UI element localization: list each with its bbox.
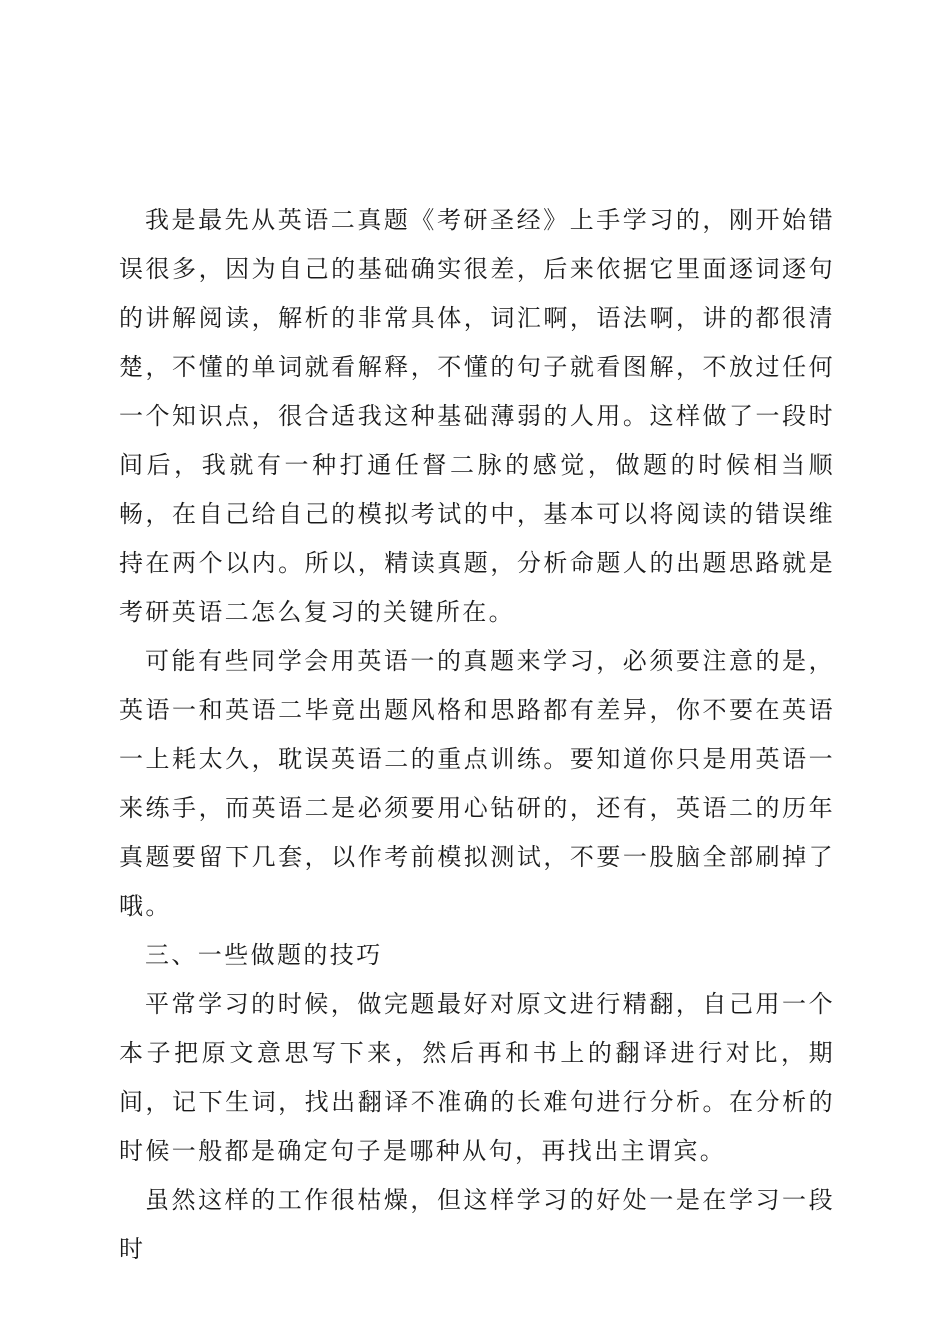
paragraph-3: 平常学习的时候，做完题最好对原文进行精翻，自己用一个本子把原文意思写下来，然后再和书上的翻译进行对比，期间，记下生词，找出翻译不准确的长难句进行分析。在分析的时候一般都是确定句子是哪种从句，再找出主谓宾。 <box>119 990 835 1165</box>
paragraph-4: 虽然这样的工作很枯燥，但这样学习的好处一是在学习一段时 <box>119 1186 835 1263</box>
paragraph-2: 可能有些同学会用英语一的真题来学习，必须要注意的是，英语一和英语二毕竟出题风格和思路都有差异，你不要在英语一上耗太久，耽误英语二的重点训练。要知道你只是用英语一来练手，而英语二是必须要用心钻研的，还有，英语二的历年真题要留下几套，以作考前模拟测试，不要一股脑全部刷掉了哦。 <box>119 647 835 920</box>
paragraph-1: 我是最先从英语二真题《考研圣经》上手学习的，刚开始错误很多，因为自己的基础确实很差，后来依据它里面逐词逐句的讲解阅读，解析的非常具体，词汇啊，语法啊，讲的都很清楚，不懂的单词就看解释，不懂的句子就看图解，不放过任何一个知识点，很合适我这种基础薄弱的人用。这样做了一段时间后，我就有一种打通任督二脉的感觉，做题的时候相当顺畅，在自己给自己的模拟考试的中，基本可以将阅读的错误维持在两个以内。所以，精读真题，分析命题人的出题思路就是考研英语二怎么复习的关键所在。 <box>119 206 835 626</box>
section-heading: 三、一些做题的技巧 <box>145 941 383 969</box>
document-body <box>119 196 835 1274</box>
